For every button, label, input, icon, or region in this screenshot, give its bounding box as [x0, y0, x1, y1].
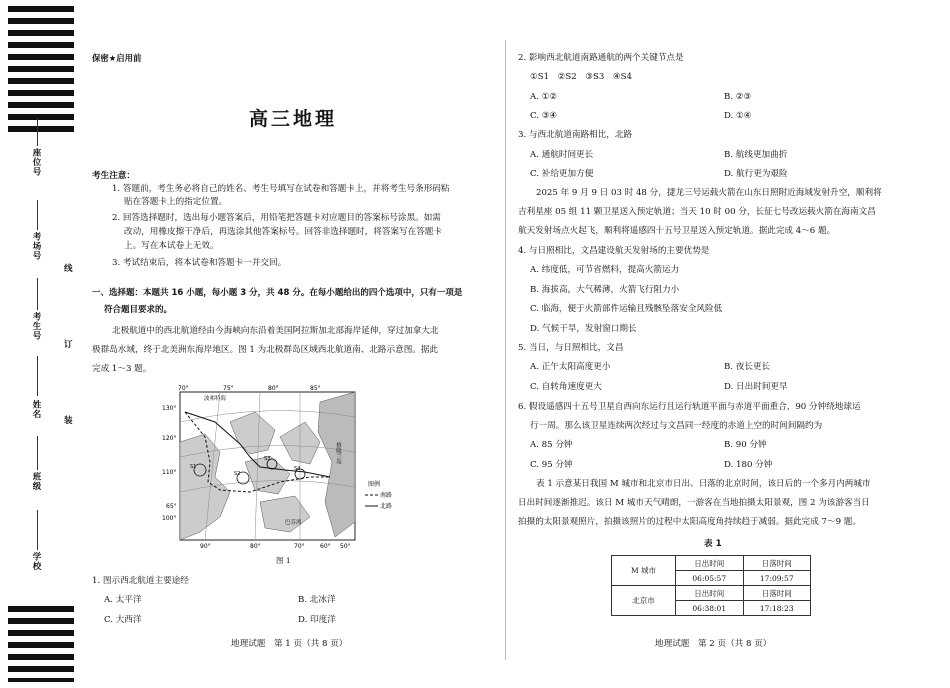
node-label: S1 [190, 464, 197, 470]
field-seat: 座位号 [31, 148, 41, 177]
q6-option-a[interactable]: A. 85 分钟 [530, 440, 573, 450]
field-class: 班级 [31, 472, 41, 491]
table-cell: 17:18:23 [743, 601, 811, 616]
lon-label: 60° [320, 543, 331, 550]
q2-option-b[interactable]: B. ②③ [724, 92, 752, 102]
footer-page-1: 地理试题 第 1 页（共 8 页） [231, 639, 348, 649]
q1-option-b[interactable]: B. 北冰洋 [298, 595, 336, 605]
q4-option-d[interactable]: D. 气候干旱，发射窗口期长 [530, 324, 637, 334]
q3-option-a[interactable]: A. 通航时间更长 [530, 150, 594, 160]
intro-paragraph-3: 表 1 示意某日我国 M 城市和北京市日出、日落的北京时间，该日后的一个多月内两城市 [536, 479, 871, 489]
notice-heading: 考生注意： [92, 171, 135, 181]
question-5-stem: 5. 当日，与日照相比，文昌 [518, 343, 624, 353]
node-label: S4 [294, 466, 301, 472]
secret-label: 保密★启用前 [92, 53, 142, 63]
q6-option-c[interactable]: C. 95 分钟 [530, 460, 573, 470]
section-heading-2: 符合题目要求的。 [104, 305, 173, 315]
table-cell: 06:38:01 [676, 601, 744, 616]
table-header: 日落时间 [743, 586, 811, 601]
lon-label: 75° [223, 385, 234, 392]
question-1-stem: 1. 图示西北航道主要途经 [92, 576, 189, 586]
intro-paragraph-3: 拍摄的太阳景观照片，拍摄该照片的过程中太阳高度角持续趋于减弱。据此完成 7～9 题。 [518, 517, 861, 527]
lon-label: 80° [268, 385, 279, 392]
cut-mark-bind: 订 [64, 340, 73, 350]
lat-label: 65° [166, 503, 177, 510]
notice-item: 贴在答题卡上的指定位置。 [124, 197, 228, 207]
legend-north: 北路 [380, 503, 393, 510]
q1-option-c[interactable]: C. 大西洋 [104, 615, 142, 625]
intro-paragraph: 极群岛水域，终于北美洲东海岸地区。图 1 为北极群岛区域西北航道南、北路示意图。据此 [92, 345, 439, 355]
legend-south: 南路 [380, 492, 393, 499]
intro-paragraph: 北极航道中的西北航道经由今海峡向东沿着美国阿拉斯加北部海岸延伸，穿过加拿大北 [112, 326, 439, 336]
intro-paragraph-2: 吉利星座 05 组 11 颗卫星送入预定轨道；当天 10 时 00 分，长征七号改运载火箭在海南文昌 [518, 207, 876, 217]
question-6-stem: 6. 假设遥感四十五号卫星自西向东运行且运行轨道平面与赤道平面重合，90 分钟绕地球运 [518, 402, 861, 412]
figure-caption: 图 1 [276, 556, 291, 565]
q3-option-c[interactable]: C. 补给更加方便 [530, 169, 594, 179]
q1-option-a[interactable]: A. 太平洋 [104, 595, 142, 605]
q6-option-b[interactable]: B. 90 分钟 [724, 440, 767, 450]
arctic-map-figure [160, 382, 400, 552]
q4-option-b[interactable]: B. 海拔高，大气稀薄，火箭飞行阻力小 [530, 285, 680, 295]
place-label: 格陵兰岛 [335, 442, 341, 464]
node-label: S2 [234, 471, 241, 477]
q2-option-d[interactable]: D. ①④ [724, 111, 752, 121]
table-caption: 表 1 [704, 539, 722, 549]
column-divider [505, 40, 506, 660]
q6-option-d[interactable]: D. 180 分钟 [724, 460, 773, 470]
intro-paragraph-2: 2025 年 9 月 9 日 03 时 48 分，捷龙三号运载火箭在山东日照附近海域发射升空，顺利将 [536, 188, 882, 198]
cut-mark-staple: 装 [64, 416, 73, 426]
node-label: S3 [264, 456, 271, 462]
lat-label: 120° [162, 435, 177, 442]
notice-item: 3. 考试结束后，将本试卷和答题卡一并交回。 [112, 258, 287, 268]
question-4-stem: 4. 与日照相比，文昌建设航天发射场的主要优势是 [518, 246, 710, 256]
q3-option-d[interactable]: D. 航行更为艰险 [724, 169, 788, 179]
page-title: 高三地理 [249, 108, 338, 130]
table-cell: 17:09:57 [743, 571, 811, 586]
intro-paragraph-2: 航天发射场点火起飞，顺利将遥感四十五号卫星送入预定轨道。据此完成 4～6 题。 [518, 226, 836, 236]
q5-option-b[interactable]: B. 夜长更长 [724, 362, 771, 372]
q3-option-b[interactable]: B. 航线更加曲折 [724, 150, 788, 160]
lon-label: 70° [178, 385, 189, 392]
lon-label: 70° [294, 543, 305, 550]
notice-item: 上。写在本试卷上无效。 [124, 241, 219, 251]
place-label: 巴芬湾 [285, 520, 302, 526]
table-cell: 06:05:57 [676, 571, 744, 586]
lon-label: 80° [250, 543, 261, 550]
q5-option-c[interactable]: C. 自转角速度更大 [530, 382, 602, 392]
field-school: 学校 [31, 552, 41, 571]
q5-option-a[interactable]: A. 正午太阳高度更小 [530, 362, 611, 372]
cut-mark-line: 线 [64, 264, 73, 274]
intro-paragraph-3: 日出时间逐渐推迟。该日 M 城市天气晴朗，一游客在当地拍摄太阳景观，图 2 为该游客当日 [518, 498, 870, 508]
table-header: 日出时间 [676, 586, 744, 601]
lat-label: 110° [162, 469, 177, 476]
question-2-stem: 2. 影响西北航道南路通航的两个关键节点是 [518, 53, 684, 63]
q4-option-a[interactable]: A. 纬度低，可节省燃料，提高火箭运力 [530, 265, 680, 275]
sunrise-table [611, 555, 811, 616]
field-student-no: 考生号 [31, 312, 41, 341]
field-room: 考场号 [31, 232, 41, 261]
table-header: 日出时间 [676, 556, 744, 571]
lat-label: 100° [162, 515, 177, 522]
table-city-beijing: 北京市 [612, 586, 676, 616]
lon-label: 85° [310, 385, 321, 392]
table-header: 日落时间 [743, 556, 811, 571]
q5-option-d[interactable]: D. 日出时间更早 [724, 382, 788, 392]
q4-option-c[interactable]: C. 临海，便于火箭部件运输且残骸坠落安全风险低 [530, 304, 723, 314]
notice-item: 1. 答题前，考生务必将自己的姓名、考生号填写在试卷和答题卡上，并将考生号条形码粘 [112, 184, 450, 194]
question-6-stem-2: 行一周。那么该卫星连续两次经过与文昌同一经度的赤道上空的时间间隔约为 [530, 421, 823, 431]
lat-label: 130° [162, 405, 177, 412]
footer-page-2: 地理试题 第 2 页（共 8 页） [655, 639, 772, 649]
q2-choices: ①S1 ②S2 ③S3 ④S4 [530, 72, 633, 82]
lon-label: 90° [200, 543, 211, 550]
q2-option-c[interactable]: C. ③④ [530, 111, 558, 121]
lon-label: 50° [340, 543, 351, 550]
section-heading: 一、选择题：本题共 16 小题，每小题 3 分，共 48 分。在每小题给出的四个选项中，只有一项是 [92, 288, 463, 298]
binding-strip [0, 0, 78, 688]
place-label: 波弗特海 [204, 396, 227, 402]
intro-paragraph: 完成 1～3 题。 [92, 364, 152, 374]
field-name: 姓名 [31, 400, 41, 419]
question-3-stem: 3. 与西北航道南路相比，北路 [518, 130, 633, 140]
table-city-m: M 城市 [612, 556, 676, 586]
notice-item: 改动，用橡皮擦干净后，再选涂其他答案标号。回答非选择题时，将答案写在答题卡 [124, 227, 442, 237]
q2-option-a[interactable]: A. ①② [530, 92, 558, 102]
notice-item: 2. 回答选择题时，选出每小题答案后，用铅笔把答题卡对应题目的答案标号涂黑。如需 [112, 213, 441, 223]
q1-option-d[interactable]: D. 印度洋 [298, 615, 336, 625]
legend-title: 图例 [368, 481, 381, 488]
